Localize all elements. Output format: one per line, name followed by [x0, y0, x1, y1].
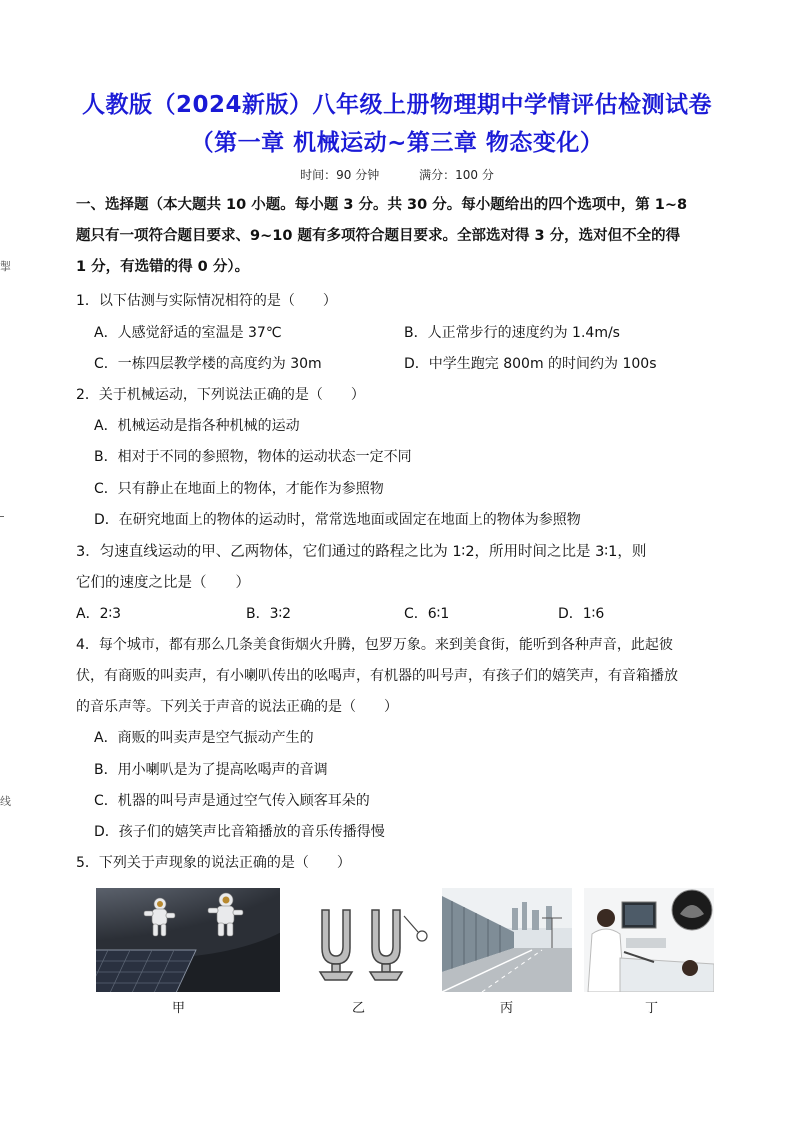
astronauts-image [96, 888, 280, 992]
section-heading [76, 190, 722, 283]
question-1-option-a: A．人感觉舒适的室温是 37℃ [94, 325, 282, 341]
margin-mark: 掣 [0, 260, 11, 273]
exam-time: 时间：90 分钟 [300, 168, 380, 182]
section-heading-line: 题只有一项符合题目要求、9~10 题有多项符合题目要求。全部选对得 3 分，选对但不全的得 [76, 228, 681, 244]
question-1-option-d: D．中学生跑完 800m 的时间约为 100s [404, 356, 657, 372]
question-4-option-c: C．机器的叫号声是通过空气传入顾客耳朵的 [94, 793, 370, 809]
figure-caption: 丁 [645, 1001, 659, 1016]
page-title: 人教版（2024新版）八年级上册物理期中学情评估检测试卷 [81, 92, 712, 118]
question-4-stem-cont: 的音乐声等。下列关于声音的说法正确的是（ ） [76, 699, 398, 715]
question-5-stem: 5．下列关于声现象的说法正确的是（ ） [76, 855, 351, 871]
margin-mark: 线 [0, 795, 11, 808]
question-4-stem-cont: 伏，有商贩的叫卖声，有小喇叭传出的吆喝声，有机器的叫号声，有孩子们的嬉笑声，有音箱播放 [76, 668, 678, 684]
question-2-stem: 2．关于机械运动，下列说法正确的是（ ） [76, 387, 365, 403]
question-2-option-c: C．只有静止在地面上的物体，才能作为参照物 [94, 481, 384, 497]
section-heading-line: 一、选择题（本大题共 10 小题。每小题 3 分。共 30 分。每小题给出的四个选项中，第 1~8 [76, 197, 688, 213]
question-4-option-b: B．用小喇叭是为了提高吆喝声的音调 [94, 762, 328, 778]
question-2-option-a: A．机械运动是指各种机械的运动 [94, 418, 300, 434]
question-3-stem: 3．匀速直线运动的甲、乙两物体，它们通过的路程之比为 1∶2，所用时间之比是 3∶1，则 [76, 544, 647, 560]
question-4-option-d: D．孩子们的嬉笑声比音箱播放的音乐传播得慢 [94, 824, 385, 840]
section-heading-line: 1 分，有选错的得 0 分）。 [76, 259, 250, 275]
question-1-option-c: C．一栋四层教学楼的高度约为 30m [94, 356, 322, 372]
question-3-stem-cont: 它们的速度之比是（ ） [76, 575, 250, 591]
question-3-option-c: C．6∶1 [404, 606, 450, 622]
question-3-option-d: D．1∶6 [558, 606, 605, 622]
figure-caption: 乙 [352, 1001, 366, 1016]
page-subtitle: （第一章 机械运动~第三章 物态变化） [190, 130, 604, 156]
question-3-option-b: B．3∶2 [246, 606, 292, 622]
question-3-option-a: A．2∶3 [76, 606, 122, 622]
question-2-option-b: B．相对于不同的参照物，物体的运动状态一定不同 [94, 449, 412, 465]
ultrasound-image [584, 888, 714, 992]
question-1-stem: 1．以下估测与实际情况相符的是（ ） [76, 293, 337, 309]
question-4-option-a: A．商贩的叫卖声是空气振动产生的 [94, 730, 314, 746]
noise-barrier-image [442, 888, 572, 992]
figure-caption: 丙 [500, 1001, 514, 1016]
margin-tick [0, 516, 4, 517]
tuning-forks-image [314, 888, 434, 992]
question-1-option-b: B．人正常步行的速度约为 1.4m/s [404, 325, 620, 341]
exam-meta [0, 166, 794, 183]
exam-score: 满分：100 分 [419, 168, 494, 182]
figure-caption: 甲 [172, 1001, 186, 1016]
question-2-option-d: D．在研究地面上的物体的运动时，常常选地面或固定在地面上的物体为参照物 [94, 512, 581, 528]
question-4-stem: 4．每个城市，都有那么几条美食街烟火升腾，包罗万象。来到美食街，能听到各种声音，此起彼 [76, 637, 673, 653]
